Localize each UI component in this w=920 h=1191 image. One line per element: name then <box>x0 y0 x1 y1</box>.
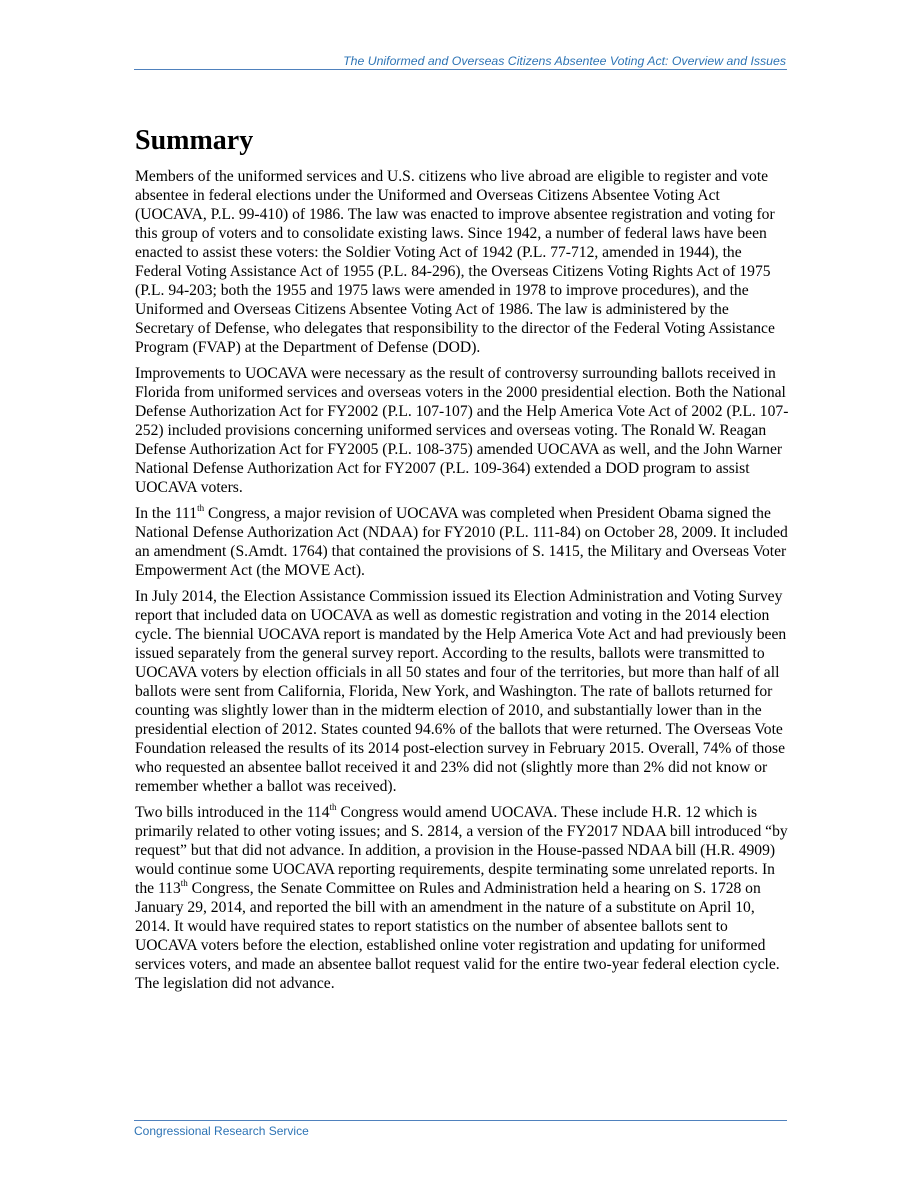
running-footer <box>134 1120 787 1139</box>
superscript-ordinal: th <box>197 502 205 513</box>
paragraph-uocava-overview: Members of the uniformed services and U.S. citizens who live abroad are eligible to register and vote absentee in federal elections under the Uniformed and Overseas Citizens Absentee Voting Act (UOCAVA, P.L. 99-410) of 1986. The law was enacted to improve absentee registration and voting for this group of voters and to consolidate existing laws. Since 1942, a number of federal laws have been enacted to assist these voters: the Soldier Voting Act of 1942 (P.L. 77-712, amended in 1944), the Federal Voting Assistance Act of 1955 (P.L. 84-296), the Overseas Citizens Voting Rights Act of 1975 (P.L. 94-203; both the 1955 and 1975 laws were amended in 1978 to improve procedures), and the Uniformed and Overseas Citizens Absentee Voting Act of 1986. The law is administered by the Secretary of Defense, who delegates that responsibility to the director of the Federal Voting Assistance Program (FVAP) at the Department of Defense (DOD). <box>135 168 775 356</box>
paragraph-text: Congress would amend UOCAVA. These include H.R. 12 which is primarily related to other voting issues; and S. 2814, a version of the FY2017 NDAA bill introduced “by request” but that did not advance. In addition, a provision in the House-passed NDAA bill (H.R. 4909) would continue some UOCAVA reporting requirements, despite terminating some unrelated reports. In the 113 <box>135 804 788 897</box>
superscript-ordinal: th <box>180 877 188 888</box>
superscript-ordinal: th <box>329 801 337 812</box>
running-header <box>134 54 787 70</box>
paragraph-text: Congress, the Senate Committee on Rules and Administration held a hearing on S. 1728 on January 29, 2014, and reported the bill with an amendment in the nature of a substitute on April 10, 2014. It would have required states to report statistics on the number of absentee ballots sent to UOCAVA voters before the election, established online voter registration and updating for uniformed services voters, and made an absentee ballot request valid for the entire two-year federal election cycle. The legislation did not advance. <box>135 880 780 992</box>
paragraph-text: In the 111 <box>135 505 198 522</box>
paragraph-111th-congress <box>135 504 790 580</box>
paragraph-improvements: Improvements to UOCAVA were necessary as the result of controversy surrounding ballots received in Florida from uniformed services and overseas voters in the 2000 presidential election. Both the National Defense Authorization Act for FY2002 (P.L. 107-107) and the Help America Vote Act of 2002 (P.L. 107-252) included provisions concerning uniformed services and overseas voting. The Ronald W. Reagan Defense Authorization Act for FY2005 (P.L. 108-375) amended UOCAVA as well, and the John Warner National Defense Authorization Act for FY2007 (P.L. 109-364) extended a DOD program to assist UOCAVA voters. <box>135 365 789 496</box>
section-title: Summary <box>135 125 254 156</box>
paragraph-text: Two bills introduced in the 114 <box>135 804 330 821</box>
paragraph-survey-report: In July 2014, the Election Assistance Commission issued its Election Administration and Voting Survey report that included data on UOCAVA as well as domestic registration and voting in the 2014 election cycle. The biennial UOCAVA report is mandated by the Help America Vote Act and had previously been issued separately from the general survey report. According to the results, ballots were transmitted to UOCAVA voters by election officials in all 50 states and four of the territories, but more than half of all ballots were sent from California, Florida, New York, and Washington. The rate of ballots returned for counting was slightly lower than in the midterm election of 2010, and substantially lower than in the presidential election of 2012. States counted 94.6% of the ballots that were returned. The Overseas Vote Foundation released the results of its 2014 post-election survey in February 2015. Overall, 74% of those who requested an absentee ballot received it and 23% did not (slightly more than 2% did not know or remember whether a ballot was received). <box>135 588 787 795</box>
footer-organization: Congressional Research Service <box>134 1124 309 1138</box>
paragraph-114th-congress <box>135 803 790 993</box>
running-header-title: The Uniformed and Overseas Citizens Absentee Voting Act: Overview and Issues <box>343 54 786 68</box>
summary-body <box>135 167 790 1000</box>
paragraph-text: Congress, a major revision of UOCAVA was completed when President Obama signed the National Defense Authorization Act (NDAA) for FY2010 (P.L. 111-84) on October 28, 2009. It included an amendment (S.Amdt. 1764) that contained the provisions of S. 1415, the Military and Overseas Voter Empowerment Act (the MOVE Act). <box>135 505 788 579</box>
